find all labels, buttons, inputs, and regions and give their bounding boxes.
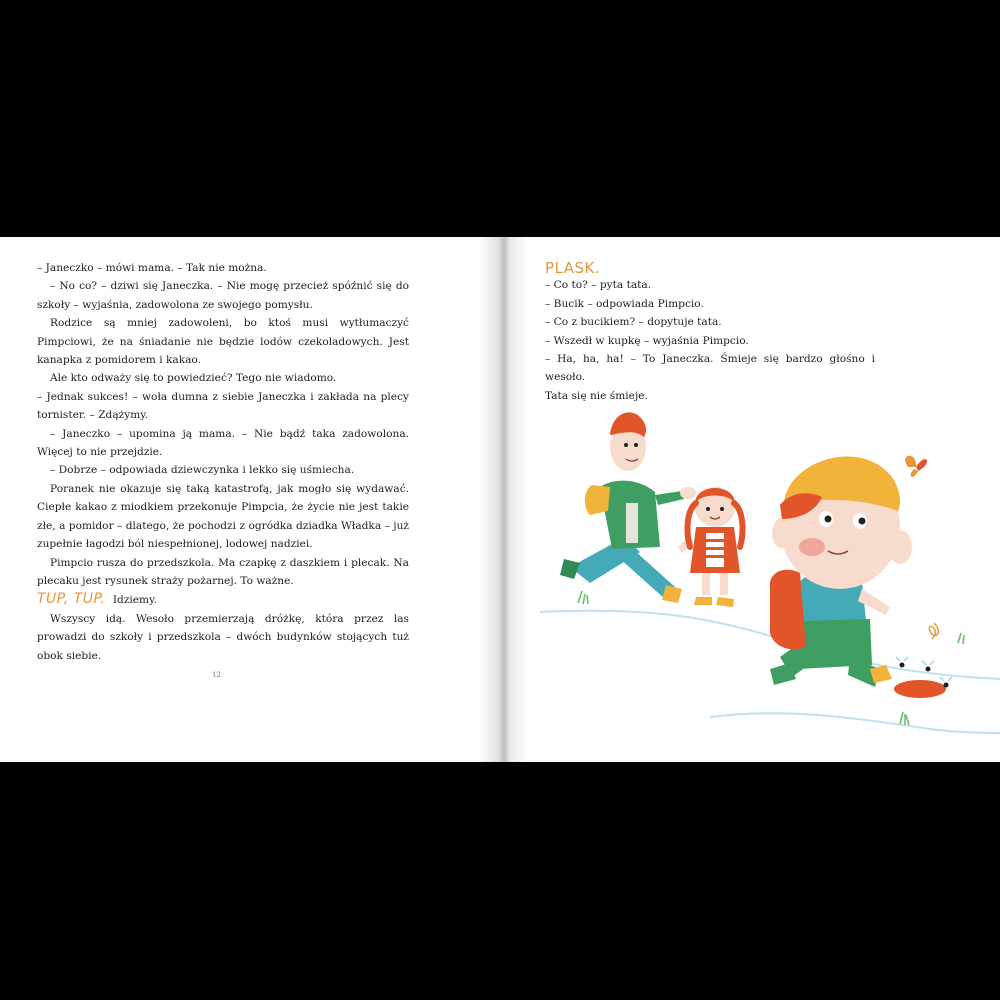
grass-tuft [578, 591, 588, 604]
paragraph: Poranek nie okazuje się taką katastrofą, jak mogło się wydawać. Ciepłe kakao z miodkiem przekonuje Pimpcia, że życie nie jest takie złe, a pomidor – dlatego, że pochodzi z ogródka dziadka Władka – już zupełnie łagodzi ból niespełnionej, lodowej nadziei. [37, 482, 409, 551]
boy-character-pimpcio [770, 457, 912, 687]
dialogue-line: – Ha, ha, ha! – To Janeczka. Śmieje się bardzo głośno i wesoło. [545, 353, 875, 384]
dialogue-line: – Co z bucikiem? – dopytuje tata. [545, 316, 722, 329]
paragraph: – Dobrze – odpowiada dziewczynka i lekko się uśmiecha. [50, 464, 355, 477]
left-page [0, 237, 500, 762]
dialogue-line: Tata się nie śmieje. [545, 389, 648, 402]
paragraph: – Jednak sukces! – woła dumna z siebie Janeczka i zakłada na plecy tornister. – Zdążymy. [37, 390, 409, 422]
book-spread [0, 237, 1000, 762]
dialogue-line: – Co to? – pyta tata. [545, 279, 652, 292]
paragraph: – Janeczko – mówi mama. – Tak nie można. [37, 262, 267, 274]
dad-character [560, 412, 696, 603]
grass-tuft [900, 712, 909, 725]
sound-word-tup: TUP, TUP. [37, 591, 106, 608]
family-walking-illustration [530, 407, 1000, 762]
paragraph: Rodzice są mniej zadowoleni, bo ktoś musi wytłumaczyć Pimpciowi, że na śniadanie nie będzie lodów czekoladowych. Jest kanapka z pomidorem i kakao. [37, 317, 409, 367]
dialogue-line: – Bucik – odpowiada Pimpcio. [545, 297, 704, 310]
dialogue-line: – Wszedł w kupkę – wyjaśnia Pimpcio. [545, 334, 749, 347]
paragraph: Pimpcio rusza do przedszkola. Ma czapkę z daszkiem i plecak. Na plecaku jest rysunek straży pożarnej. To ważne. [37, 556, 409, 587]
grass-tuft [958, 633, 964, 644]
sound-line [37, 590, 409, 609]
sound-line-text: Idziemy. [109, 594, 158, 607]
page-number: 12 [212, 671, 221, 679]
left-page-text [37, 259, 409, 665]
forest-path-line [710, 713, 1000, 733]
mud-puddle [894, 623, 952, 698]
right-page-text [545, 259, 875, 405]
paragraph: Wszyscy idą. Wesoło przemierzają dróżkę, która przez las prowadzi do szkoły i przedszkola – dwóch budynków stojących tuż obok siebie. [37, 612, 409, 662]
sound-word-plask: PLASK. [545, 259, 601, 277]
paragraph: – Janeczko – upomina ją mama. – Nie bądź taka zadowolona. Więcej to nie przejdzie. [37, 427, 409, 459]
paragraph: Ale kto odważy się to powiedzieć? Tego nie wiadomo. [50, 372, 337, 385]
paragraph: – No co? – dziwi się Janeczka. – Nie mogę przecież spóźnić się do szkoły – wyjaśnia, zadowolona ze swojego pomysłu. [37, 280, 409, 311]
book-gutter-shadow [478, 237, 530, 762]
butterfly [905, 456, 927, 477]
girl-character [678, 487, 742, 607]
